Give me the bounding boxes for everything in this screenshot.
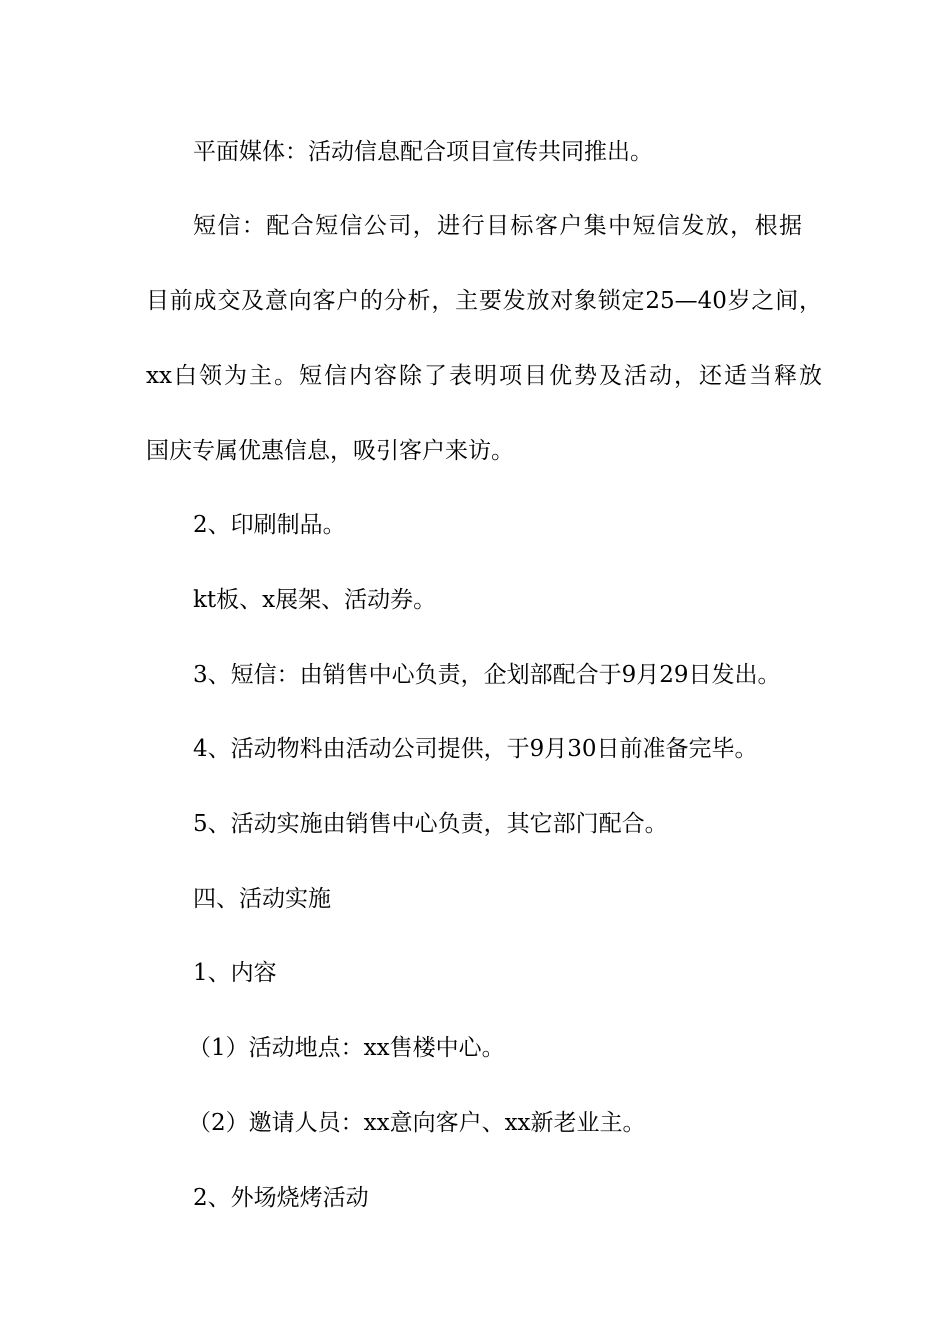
paragraph-sms-line-1: 短信：配合短信公司，进行目标客户集中短信发放，根据 — [193, 213, 802, 239]
subheading-bbq-activity: 2、外场烧烤活动 — [193, 1185, 369, 1211]
item-implementation: 5、活动实施由销售中心负责，其它部门配合。 — [193, 811, 668, 837]
subheading-content: 1、内容 — [193, 960, 277, 986]
item-printed-materials: 2、印刷制品。 — [193, 512, 346, 538]
paragraph-print-media: 平面媒体：活动信息配合项目宣传共同推出。 — [193, 139, 653, 165]
paragraph-sms-line-4: 国庆专属优惠信息，吸引客户来访。 — [146, 438, 514, 464]
paragraph-sms-line-3: xx白领为主。短信内容除了表明项目优势及活动，还适当释放 — [146, 363, 822, 389]
item-print-list: kt板、x展架、活动券。 — [193, 587, 437, 613]
item-location: （1）活动地点：xx售楼中心。 — [188, 1035, 505, 1061]
section-heading-activity: 四、活动实施 — [193, 886, 331, 912]
item-materials-provider: 4、活动物料由活动公司提供，于9月30日前准备完毕。 — [193, 736, 758, 762]
item-sms-responsibility: 3、短信：由销售中心负责，企划部配合于9月29日发出。 — [193, 662, 781, 688]
paragraph-sms-line-2: 目前成交及意向客户的分析，主要发放对象锁定25—40岁之间， — [146, 288, 822, 314]
item-invitees: （2）邀请人员：xx意向客户、xx新老业主。 — [188, 1110, 646, 1136]
